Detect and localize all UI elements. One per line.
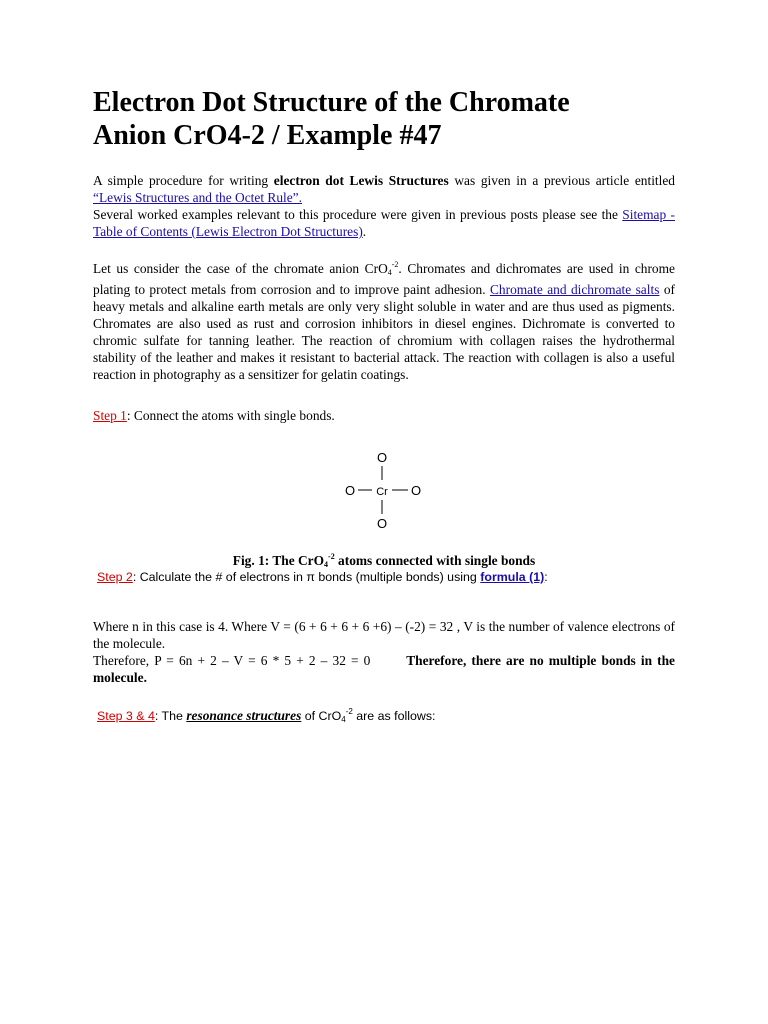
intro-text: A simple procedure for writing <box>93 173 274 188</box>
intro-text-4: . <box>362 224 367 239</box>
figure-caption <box>93 552 675 569</box>
resonance-term: resonance structures <box>186 708 302 723</box>
atom-cr-center: Cr <box>376 486 388 498</box>
step1-text: : Connect the atoms with single bonds. <box>126 408 335 423</box>
body-subscript: 4 <box>387 268 392 277</box>
lewis-octet-link[interactable]: “Lewis Structures and the Octet Rule”. <box>93 190 302 205</box>
chromate-structure-figure <box>335 444 435 534</box>
atom-o-left: O <box>344 483 356 498</box>
chromate-salts-link[interactable]: Chromate and dichromate salts <box>489 282 660 297</box>
step2-label: Step 2 <box>97 570 133 584</box>
step34-text-2: of CrO <box>301 709 342 723</box>
intro-paragraph <box>93 172 675 240</box>
step1-label: Step 1 <box>93 408 127 423</box>
body-text-3: of heavy metals and alkaline earth metals are only very slight soluble in water and are thus used as pigments. Chromates are also used as rust and corrosion inhibitors in diesel engines. Dichromate is converted to chromic sulfate for tanning leather. The reaction of chromium with collagen raises the hydrothermal stability of the leather and makes it resistant to bacterial attack. The reaction with collagen is also a useful reaction in photography as a sensitizer for gelatin coatings. <box>93 282 675 382</box>
step34-superscript: -2 <box>345 707 353 716</box>
intro-text-3: Several worked examples relevant to this procedure were given in previous posts please see the <box>93 207 623 222</box>
intro-text-2: was given in a previous article entitled <box>448 173 675 188</box>
calculation-paragraph <box>93 618 675 686</box>
step2-text-2: : <box>544 570 548 584</box>
step2-text: : Calculate the # of electrons in π bonds (multiple bonds) using <box>132 570 481 584</box>
atom-o-bottom: O <box>376 516 388 531</box>
step1-line <box>93 407 675 424</box>
step34-label: Step 3 & 4 <box>97 709 155 723</box>
step34-text: : The <box>154 709 187 723</box>
atom-o-right: O <box>410 483 422 498</box>
intro-bold-term: electron dot Lewis Structures <box>273 173 449 188</box>
step34-line <box>97 703 679 728</box>
step34-text-3: are as follows: <box>352 709 436 723</box>
caption-text: Fig. 1: The CrO <box>232 553 325 568</box>
step2-line <box>97 569 679 586</box>
calc-line-2: Therefore, P = 6n + 2 – V = 6 * 5 + 2 – 32 = 0 <box>93 653 371 668</box>
caption-text-2: atoms connected with single bonds <box>334 553 536 568</box>
calc-line-1: Where n in this case is 4. Where V = (6 + 6 + 6 + 6 +6) – (-2) = 32 , V is the number of valence electrons of the molecule. <box>93 619 675 651</box>
body-text: Let us consider the case of the chromate anion CrO <box>93 261 388 276</box>
title-line-2: Anion CrO4-2 / Example #47 <box>93 120 442 151</box>
step34-subscript: 4 <box>341 715 346 724</box>
body-text-2: . Chromates and dichromates are used in chrome plating to protect metals from corrosion and to improve paint adhesion. <box>93 261 675 297</box>
body-superscript: -2 <box>391 260 399 269</box>
page-title <box>93 86 693 152</box>
sitemap-link[interactable]: Sitemap - Table of Contents (Lewis Electron Dot Structures) <box>93 207 675 239</box>
title-line-1: Electron Dot Structure of the Chromate <box>93 87 570 118</box>
caption-subscript: 4 <box>324 560 329 569</box>
chromate-paragraph <box>93 256 675 383</box>
atom-o-top: O <box>376 450 388 465</box>
caption-superscript: -2 <box>328 552 335 561</box>
formula-link[interactable]: formula (1) <box>480 570 545 584</box>
calc-conclusion: Therefore, there are no multiple bonds in the molecule. <box>93 653 675 685</box>
